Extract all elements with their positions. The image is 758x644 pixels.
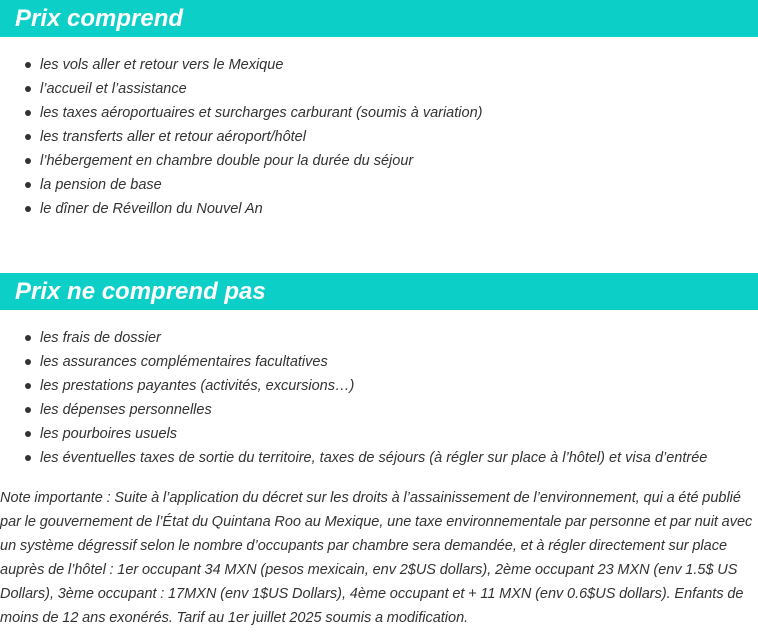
list-item-text: les éventuelles taxes de sortie du territoire, taxes de séjours (à régler sur place à l’hôtel) et visa d’entrée bbox=[40, 450, 708, 466]
bullet-icon bbox=[25, 383, 31, 389]
included-list bbox=[0, 37, 758, 221]
list-item-text: la pension de base bbox=[40, 177, 162, 193]
list-item-text: les assurances complémentaires facultatives bbox=[40, 354, 328, 370]
bullet-icon bbox=[25, 134, 31, 140]
list-item-text: l’hébergement en chambre double pour la durée du séjour bbox=[40, 153, 414, 169]
included-section-title bbox=[0, 0, 758, 37]
bullet-icon bbox=[25, 335, 31, 341]
list-item-text: les dépenses personnelles bbox=[40, 402, 212, 418]
list-item-text: les pourboires usuels bbox=[40, 426, 178, 442]
list-item-text: les frais de dossier bbox=[40, 330, 161, 346]
excluded-list bbox=[0, 310, 758, 470]
list-item bbox=[24, 173, 758, 197]
list-item bbox=[24, 197, 758, 221]
list-item-text: les prestations payantes (activités, excursions…) bbox=[40, 378, 355, 394]
bullet-icon bbox=[25, 431, 31, 437]
bullet-icon bbox=[25, 407, 31, 413]
important-note: Note importante : Suite à l’application du décret sur les droits à l’assainissement de l’environnement, qui a été publié par le gouvernement de l’État du Quintana Roo au Mexique, une taxe environnementale par personne et par nuit avec un système dégressif selon le nombre d’occupants par chambre sera demandée, et à régler directement sur place auprès de l’hôtel : 1er occupant 34 MXN (pesos mexicain, env 2$US dollars), 2ème occupant 23 MXN (env 1.5$ US Dollars), 3ème occupant : 17MXN (env 1$US Dollars), 4ème occupant et + 11 MXN (env 0.6$US dollars). Enfants de moins de 12 ans exonérés. Tarif au 1er juillet 2025 soumis a modification. bbox=[0, 490, 753, 626]
bullet-icon bbox=[25, 206, 31, 212]
bullet-icon bbox=[25, 158, 31, 164]
list-item bbox=[24, 398, 758, 422]
list-item bbox=[24, 422, 758, 446]
list-item-text: les taxes aéroportuaires et surcharges carburant (soumis à variation) bbox=[40, 105, 483, 121]
bullet-icon bbox=[25, 110, 31, 116]
list-item bbox=[24, 374, 758, 398]
excluded-title-text: Prix ne comprend pas bbox=[15, 277, 266, 305]
included-title-text: Prix comprend bbox=[15, 4, 184, 32]
list-item bbox=[24, 149, 758, 173]
bullet-icon bbox=[25, 86, 31, 92]
list-item-text: l’accueil et l’assistance bbox=[40, 81, 187, 97]
list-item bbox=[24, 350, 758, 374]
list-item bbox=[24, 125, 758, 149]
list-item-text: les transferts aller et retour aéroport/hôtel bbox=[40, 129, 306, 145]
list-item bbox=[24, 326, 758, 350]
list-item bbox=[24, 53, 758, 77]
excluded-section-title bbox=[0, 273, 758, 310]
list-item-text: le dîner de Réveillon du Nouvel An bbox=[40, 201, 263, 217]
list-item bbox=[24, 77, 758, 101]
bullet-icon bbox=[25, 182, 31, 188]
bullet-icon bbox=[25, 359, 31, 365]
bullet-icon bbox=[25, 62, 31, 68]
list-item bbox=[24, 446, 758, 470]
bullet-icon bbox=[25, 455, 31, 461]
list-item bbox=[24, 101, 758, 125]
list-item-text: les vols aller et retour vers le Mexique bbox=[40, 57, 284, 73]
